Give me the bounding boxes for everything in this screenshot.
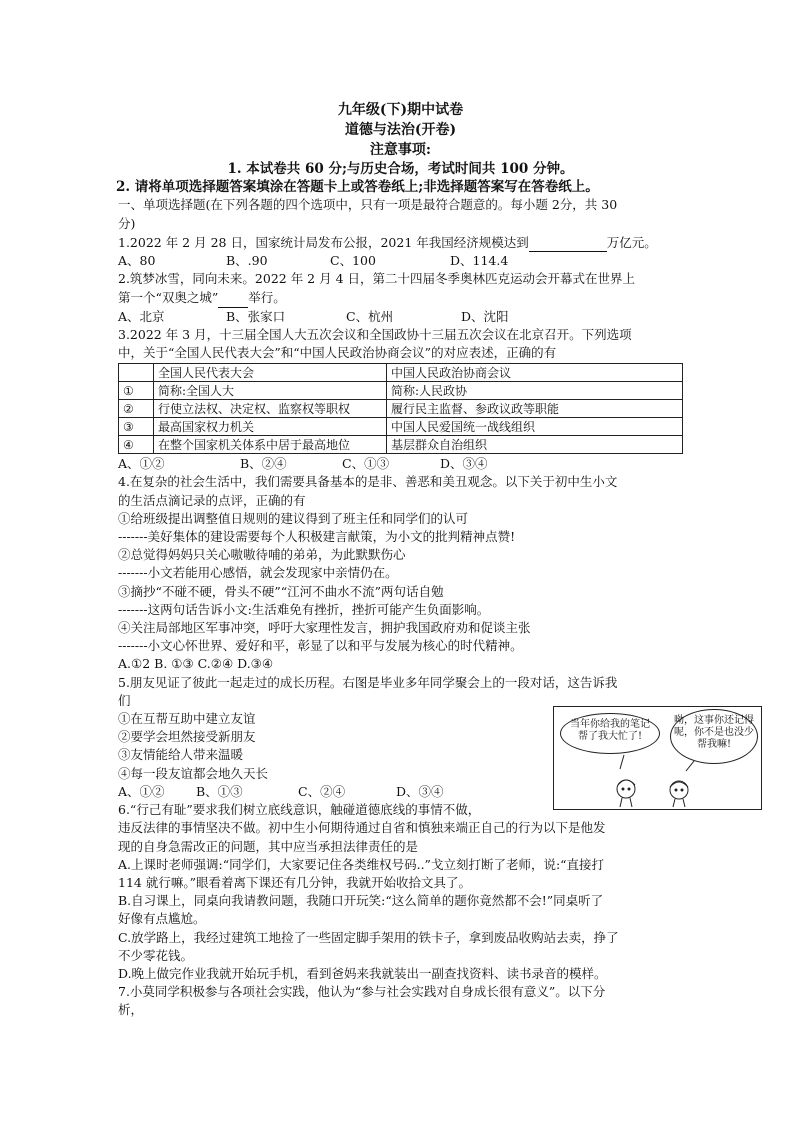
bubble-line: 当年你给我的笔记 [570, 719, 650, 730]
q7-stem-cont: 析， [118, 1002, 144, 1018]
q5-item: ②要学会坦然接受新朋友 [118, 729, 256, 745]
table-cell: 最高国家权力机关 [154, 418, 387, 436]
q6-stem: 6.“行己有耻”要求我们树立底线意识，触碰道德底线的事情不做， [118, 802, 481, 818]
exam-page [118, 100, 683, 1020]
q4-item-comment: -------美好集体的建设需要每个人积极建言献策，为小文的批判精神点赞! [118, 529, 516, 545]
q4-stem-cont: 的生活点滴记录的点评，正确的有 [118, 492, 306, 508]
q5-option-c: C、②④ [298, 783, 346, 799]
exam-subject: 道德与法治(开卷) [344, 122, 457, 138]
q6-option-c: C.放学路上，我经过建筑工地捡了一些固定脚手架用的铁卡子，拿到废品收购站去卖，挣了 [118, 929, 619, 945]
q1-option-d: D、114.4 [450, 253, 509, 269]
q3-comparison-table [118, 363, 683, 454]
q1-answer-blank [529, 233, 607, 252]
q4-item: ②总觉得妈妈只关心嗷嗷待哺的弟弟，为此默默伤心 [118, 547, 406, 563]
table-cell: 行使立法权、决定权、监察权等职权 [154, 400, 387, 418]
q4-item-comment: -------小文心怀世界、爱好和平，彰显了以和平与发展为核心的时代精神。 [118, 638, 523, 654]
table-cell: 基层群众自治组织 [387, 436, 683, 454]
q2-stem-cont [118, 288, 683, 307]
q6-stem-cont: 现的自身急需改正的问题，其中应当承担法律责任的是 [118, 838, 419, 854]
notes-title: 注意事项: [369, 142, 432, 158]
q6-stem-cont: 违反法律的事情坚决不做。初中生小何期待通过自省和慎独来端正自己的行为以下是他发 [118, 820, 606, 836]
table-header-row [119, 364, 683, 382]
table-cell: 中国人民爱国统一战线组织 [387, 418, 683, 436]
note-1: 1. 本试卷共 60 分;与历史合场，考试时间共 100 分钟。 [227, 161, 574, 177]
bubble-line: 帮了我大忙了! [577, 731, 643, 742]
exam-title: 九年级(下)期中试卷 [337, 102, 464, 118]
note-2: 2. 请将单项选择题答案填涂在答题卡上或答卷纸上;非选择题答案写在答卷纸上。 [116, 179, 599, 196]
table-cell: 在整个国家机关体系中居于最高地位 [154, 436, 387, 454]
q2-stem: 2.筑梦冰雪，同向未来。2022 年 2 月 4 日，第二十四届冬季奥林匹克运动会开幕式在世界上 [118, 271, 636, 287]
q5-item: ③友情能给人带来温暖 [118, 747, 244, 763]
q4-options: A.①2 B. ①③ C.②④ D.③④ [118, 656, 274, 672]
table-cell: ③ [119, 418, 154, 436]
table-row [119, 382, 683, 400]
q4-item: ④关注局部地区军事冲突，呼吁大家理性发言，拥护我国政府劝和促谈主张 [118, 620, 531, 636]
table-cell: 简称:全国人大 [154, 382, 387, 400]
q6-option-b-cont: 好像有点尴尬。 [118, 911, 206, 927]
section-heading-cont: 分) [118, 215, 136, 231]
table-cell: ② [119, 400, 154, 418]
q7-stem: 7.小莫同学积极参与各项社会实践，他认为“参与社会实践对自身成长很有意义”。以下分 [118, 984, 606, 1000]
q1-stem-unit: 万亿元。 [606, 234, 657, 250]
table-cell: 履行民主监督、参政议政等职能 [387, 400, 683, 418]
q6-option-c-cont: 不少零花钱。 [118, 947, 194, 963]
q3-stem: 3.2022 年 3 月，十三届全国人大五次会议和全国政协十三届五次会议在北京召开。下列选项 [118, 326, 632, 342]
q2-stem-end: 举行。 [248, 290, 286, 306]
q2-answer-blank [218, 288, 248, 307]
table-header-cell: 全国人民代表大会 [154, 364, 387, 382]
q6-option-a: A.上课时老师强调:“同学们，大家要记住各类维权号码..”戈立刻打断了老师，说:“直接打 [118, 856, 605, 872]
q5-item: ④每一段友谊都会地久天长 [118, 765, 269, 781]
q3-option-b: B、②④ [240, 456, 287, 472]
q5-item: ①在互帮互助中建立友谊 [118, 711, 256, 727]
bubble-line: 帮我嘛! [696, 739, 732, 750]
table-cell: 简称:人民政协 [387, 382, 683, 400]
q4-item-comment: -------这两句话告诉小文:生活难免有挫折，挫折可能产生负面影响。 [118, 601, 490, 617]
q3-option-c: C、①③ [342, 456, 390, 472]
q3-stem-cont: 中，关于“全国人民代表大会”和“中国人民政治协商会议”的对应表述，正确的有 [118, 345, 557, 361]
table-row [119, 436, 683, 454]
q4-item: ①给班级提出调整值日规则的建议得到了班主任和同学们的认可 [118, 510, 469, 526]
q2-option-b: B、张家口 [226, 308, 286, 324]
q4-stem: 4.在复杂的社会生活中，我们需要具备基本的是非、善恶和美丑观念。以下关于初中生小文 [118, 474, 618, 490]
table-cell: ④ [119, 436, 154, 454]
table-header-cell [119, 364, 154, 382]
table-cell: ① [119, 382, 154, 400]
q6-option-a-cont: 114 就行嘛。”眼看着离下课还有几分钟，我就开始收拾文具了。 [118, 874, 471, 890]
table-row [119, 418, 683, 436]
q6-option-b: B.自习课上，同桌向我请教问题，我随口开玩笑:“这么简单的题你竟然都不会!”同桌听了 [118, 893, 604, 909]
q3-option-a: A、①② [118, 456, 165, 472]
q1-option-a: A、80 [118, 253, 156, 269]
q2-option-c: C、杭州 [346, 308, 394, 324]
q6-option-d: D.晚上做完作业我就开始玩手机，看到爸妈来我就装出一副查找资料、读书录音的模样。 [118, 965, 607, 981]
q4-item: ③摘抄“不碰不硬，骨头不硬”“江河不曲水不流”两句话自勉 [118, 583, 444, 599]
bubble-line: 呢，你不是也没少 [674, 727, 754, 738]
q3-option-d: D、③④ [440, 456, 488, 472]
bubble-line: 呦，这事你还记得 [674, 715, 754, 726]
cartoon-figures-icon [554, 707, 761, 809]
q1-option-c: C、100 [330, 253, 376, 269]
q1-stem [118, 233, 683, 252]
q1-stem-text: 1.2022 年 2 月 28 日，国家统计局发布公报，2021 年我国经济规模达到 [118, 234, 529, 250]
q3-options [118, 455, 683, 473]
q2-option-a: A、北京 [118, 308, 165, 324]
table-row [119, 400, 683, 418]
q1-options [118, 252, 683, 270]
q5-option-b: B、①③ [196, 783, 243, 799]
q2-stem-text: 第一个“双奥之城” [118, 290, 219, 306]
q5-cartoon [553, 706, 762, 810]
q2-options [118, 308, 683, 326]
q2-option-d: D、沈阳 [461, 308, 509, 324]
q1-option-b: B、.90 [226, 253, 268, 269]
section-heading: 一、单项选择题(在下列各题的四个选项中，只有一项是最符合题意的。每小题 2分，共 30 [118, 197, 618, 213]
q5-option-a: A、①② [118, 783, 165, 799]
q5-stem: 5.朋友见证了彼此一起走过的成长历程。右图是毕业多年同学聚会上的一段对话，这告诉我 [118, 674, 618, 690]
q5-option-d: D、③④ [396, 783, 444, 799]
q5-stem-cont: 们 [118, 692, 131, 708]
table-header-cell: 中国人民政治协商会议 [387, 364, 683, 382]
q4-item-comment: -------小文若能用心感悟，就会发现家中亲情仍在。 [118, 565, 398, 581]
